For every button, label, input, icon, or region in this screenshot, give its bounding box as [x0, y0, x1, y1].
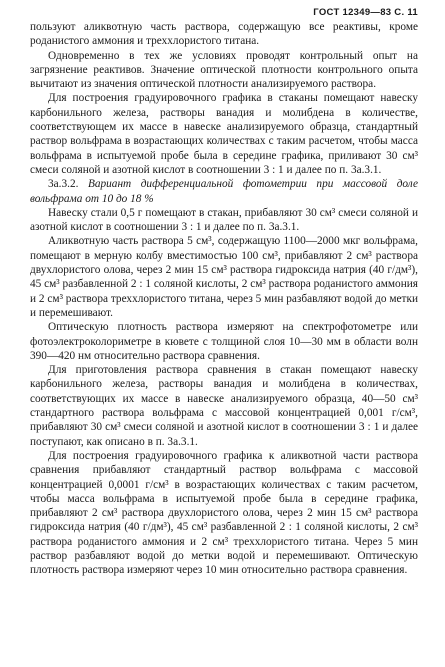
paragraph-calibration-graph: Для построения градуировочного графика в стаканы помещают навеску карбонильного железа, растворы ванадия и молибдена в количестве, соответствующем их массе в навеске анализируемого образца, стандартный раствор вольфрама в возрастающих количествах с таким расчетом, чтобы масса вольфрама в испытуемой пробе была в середине графика, приливают 30 см³ смеси соляной и азотной кислот в соотношении 3 : 1 и далее по п. 3а.3.1. — [30, 92, 418, 176]
paragraph-aliquot: Аликвотную часть раствора 5 см³, содержащую 1100—2000 мкг вольфрама, помещают в мерную колбу вместимостью 100 см³, прибавляют 2 см³ раствора двухлористого олова, через 2 мин 15 см³ раствора гидроксида натрия (40 г/дм³), 45 см³ разбавленной 2 : 1 соляной кислоты, 2 см³ раствора роданистого аммония и 2 см³ раствора треххлористого титана, через 5 мин разбавляют водой до метки и перемешивают. — [30, 235, 418, 319]
page-header: ГОСТ 12349—83 С. 11 — [313, 7, 418, 18]
paragraph-calibration-reference: Для построения градуировочного графика к аликвотной части раствора сравнения прибавляют стандартный раствор вольфрама с массовой концентрацией 0,0001 г/см³ в возрастающих количествах с таким расчетом, чтобы масса вольфрама в испытуемой пробе была в середине графика, прибавляют 2 см³ раствора двухлористого олова, через 2 мин 15 см³ раствора гидроксида натрия (40 г/дм³), 45 см³ разбавленной 2 : 1 соляной кислоты, 2 см³ раствора роданистого аммония и 2 см³ треххлористого титана. Через 5 мин раствор разбавляют водой до метки водой и перемешивают. Оптическую плотность раствора измеряют через 10 мин относительно раствора сравнения. — [30, 449, 418, 577]
document-body — [30, 20, 418, 578]
section-number: 3а.3.2. — [48, 178, 79, 191]
document-page — [30, 6, 418, 578]
paragraph-continuation: пользуют аликвотную часть раствора, содержащую все реактивы, кроме роданистого аммония и треххлористого титана. — [30, 21, 418, 48]
paragraph-control-test: Одновременно в тех же условиях проводят контрольный опыт на загрязнение реактивов. Значение оптической плотности контрольного опыта вычитают из значения оптической плотности анализируемого раствора. — [30, 49, 418, 91]
paragraph-sample-weight: Навеску стали 0,5 г помещают в стакан, прибавляют 30 см³ смеси соляной и азотной кислот в соотношении 3 : 1 и далее по п. 3а.3.1. — [30, 206, 418, 234]
section-heading — [30, 177, 418, 206]
paragraph-reference-solution: Для приготовления раствора сравнения в стакан помещают навеску карбонильного железа, растворы ванадия и молибдена в количествах, соответствующих их массе в навеске анализируемого образца, 40—50 см³ стандартного раствора вольфрама с массовой концентрацией 0,001 г/см³, прибавляют 30 см³ смеси соляной и азотной кислот в соотношении 3 : 1 и далее поступают, как описано в п. 3а.3.1. — [30, 364, 418, 448]
section-title: Вариант дифференциальной фотометрии при массовой доле вольфрама от 10 до 18 % — [30, 178, 418, 205]
paragraph-optical-density: Оптическую плотность раствора измеряют на спектрофотометре или фотоэлектроколориметре в кювете с толщиной слоя 10—30 мм в области волн 390—420 нм относительно раствора сравнения. — [30, 321, 418, 362]
